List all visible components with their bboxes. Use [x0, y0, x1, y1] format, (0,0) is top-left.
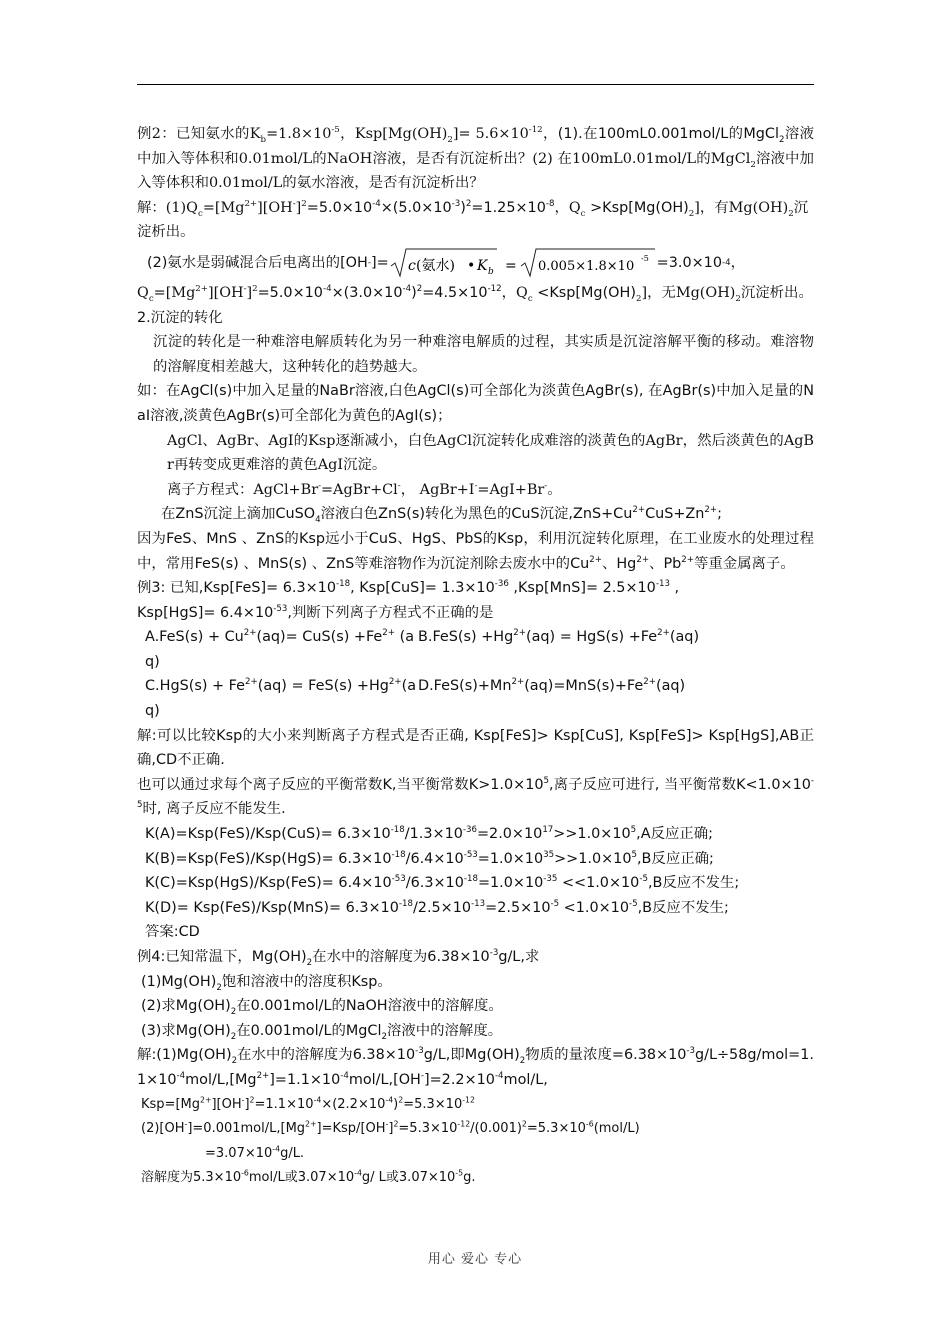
formula-exp: -5 [640, 253, 649, 263]
example-3-solution: 解:可以比较Ksp的大小来判断离子方程式是否正确, Ksp[FeS]> Ksp[CuS], Ksp[FeS]> Ksp[HgS],AB正确,CD不正确. [137, 727, 814, 769]
example-4-q1: $(1)Mg(OH)_2$饱和溶液中的溶度积Ksp。 [141, 973, 392, 993]
example-4-q2: (2)求$Mg(OH)_2$在0.001mol/L的NaOH溶液中的溶解度。 [141, 998, 503, 1018]
example-4-question: 例4:已知常温下，$Mg(OH)_2$在水中的溶解度为$6.38\times 10^{-3}g/L$,求 [137, 948, 540, 968]
formula-value: 0.005×1.8×10 [537, 258, 634, 274]
formula-nh3: (氨水) [415, 257, 455, 274]
sqrt-formula [389, 246, 657, 280]
section-heading: 2.沉淀的转化 [137, 309, 223, 326]
ionic-equation: 离子方程式：AgCl+Br-=AgBr+Cl-， AgBr+I-=AgI+Br-。 [167, 480, 562, 498]
solution-part-2-result: $Q_c=[Mg^{2+}][OH^-]^2=5.0\times 10^{-4}\times(3.0\times 10^{-4})^2=4.5\times 10^{-12}$，$Q_c <Ksp[Mg(OH)_2]$，无$Mg(OH)_2$沉淀析出。 [137, 284, 813, 304]
answer: 答案:CD [145, 924, 200, 941]
paragraph-conversion: 沉淀的转化是一种难溶电解质转化为另一种难溶电解质的过程，其实质是沉淀溶解平衡的移动。难溶物的溶解度相差越大，这种转化的趋势越大。 [153, 334, 814, 375]
example-4-solution-2: $(2)[OH^-]=0.001mol/L,[Mg^{2+}]=Ksp/[OH^-]^2=5.3\times 10^{-12}/(0.001)^2=5.3\times 10^{-6}(mol/L)$ [141, 1119, 640, 1137]
page-footer: 用心 爱心 专心 [427, 1252, 523, 1267]
option-a: $A.FeS(s) + Cu^{2+}(aq)= CuS(s) +Fe^{2+}$ (aq) [145, 628, 415, 670]
formula-dot: • [466, 257, 475, 274]
option-b: $B.FeS(s) +Hg^{2+}(aq) = HgS(s) +Fe^{2+}(aq)$ [418, 628, 700, 646]
example-4-q3: (3)求$Mg(OH)_2$在0.001mol/L的MgCl$_2$溶液中的溶解度。 [141, 1022, 503, 1042]
paragraph-example-agcl: 如：在AgCl(s)中加入足量的NaBr溶液,白色AgCl(s)可全部化为淡黄色AgBr(s), 在AgBr(s)中加入足量的NaI溶液,淡黄色AgBr(s)可全部化为黄色的AgI(s)； [137, 383, 814, 424]
options-cd [137, 674, 814, 723]
formula-eq: = [504, 257, 517, 274]
option-d: $D.FeS(s)+Mn^{2+}(aq)=MnS(s)+Fe^{2+}(aq)$ [418, 677, 686, 695]
example-3-ksp-2: $Ksp[HgS]= 6.4\times 10^{-53}$,判断下列离子方程式不正确的是 [137, 603, 494, 621]
k-value-c: $K(C)=Ksp(HgS)/Ksp(FeS)= 6.4\times 10^{-53}/6.3\times 10^{-18}=1.0\times 10^{-35} <<1.0\times 10^{-5},B$反应不发生; [145, 874, 740, 892]
example-4-solution-1: 解$:(1)Mg(OH)_2$在水中的溶解度为$6.38\times 10^{-3}g/L$,即$Mg(OH)_2$物质的量浓度$=6.38\times 10^{-3}g/L\div 58g/mol=1.1\times 10^{-4}mol/L,[Mg^{2+}]=1.1\times 10^{-4}mol/L,[OH^-]=2.2\times 10^{-4}mol/L$, [137, 1046, 814, 1088]
k-value-d: $K(D)= Ksp(FeS)/Ksp(MnS)= 6.3\times 10^{-18}/2.5\times 10^{-13}=2.5\times 10^{-5} <1.0\times 10^{-5},B$反应不发生; [145, 899, 729, 916]
example-4-solution-2b: $=3.07\times 10^{-4}g/L$. [205, 1144, 305, 1161]
formula-b: b [487, 266, 494, 277]
k-value-a: $K(A)=Ksp(FeS)/Ksp(CuS)= 6.3\times 10^{-18}/1.3\times 10^{-36}=2.0\times 10^{17}>>1.0\times 10^5,A$反应正确; [145, 825, 714, 843]
paragraph-wastewater: 因为FeS、MnS 、ZnS的Ksp远小于CuS、HgS、PbS的Ksp，利用沉淀转化原理，在工业废水的处理过程中，常用FeS(s) 、MnS(s) 、ZnS等难溶物作为沉淀剂除去废水中的$Cu^{2+}$、$Hg^{2+}$、$Pb^{2+}$等重金属离子。 [137, 530, 814, 572]
option-c: $C.HgS(s) + Fe^{2+}(aq) = FeS(s) +Hg^{2+}(aq)$ [145, 677, 417, 720]
example-2-question: 例2：已知氨水的$K_b=1.8\times 10^{-5}$，$Ksp[Mg(OH)_2]= 5.6\times 10^{-12}$，(1).在100mL0.001mol/L的MgCl$_2$溶液中加入等体积和0.01mol/L的NaOH溶液，是否有沉淀析出？(2) 在100mL0.01mol/L的MgCl$_2$溶液中加入等体积和0.01mol/L的氨水溶液，是否有沉淀析出？ [137, 125, 814, 192]
options-ab [137, 625, 814, 674]
paragraph-zns: 在ZnS沉淀上滴加CuSO$_4$溶液白色ZnS(s)转化为黑色的CuS沉淀$,ZnS+Cu^{2+}CuS+Zn^{2+}$; [161, 505, 722, 526]
header-rule [137, 84, 814, 85]
example-3-ksp-1: 例3: 已知$,Ksp[FeS]= 6.3\times 10^{-18}$, $Ksp[CuS]= 1.3\times 10^{-36}$ $,Ksp[MnS]= 2.5\times 10^{-13}$ , [137, 579, 680, 597]
paragraph-ksp-order: AgCl、AgBr、AgI的Ksp逐渐减小，白色AgCl沉淀转化成难溶的淡黄色的AgBr，然后淡黄色的AgBr再转变成更难溶的黄色AgI沉淀。 [167, 432, 814, 474]
example-3-equilibrium-note: 也可以通过求每个离子反应的平衡常数K,当平衡常数$K>1.0\times 10^5$,离子反应可进行, 当平衡常数$K<1.0\times 10^{-5}$时, 离子反应不能发生. [137, 776, 814, 818]
solution-part-1: 解：$(1)Q_c=[Mg^{2+}][OH^-]^2=5.0\times 10^{-4}\times(5.0\times 10^{-3})^2=1.25\times 10^{-8}$，$Q_c >Ksp[Mg(OH)_2]$，有$Mg(OH)_2$沉淀析出。 [137, 198, 809, 241]
k-value-b: $K(B)=Ksp(FeS)/Ksp(HgS)= 6.3\times 10^{-18}/6.4\times 10^{-53}=1.0\times 10^{35}>>1.0\times 10^5,B$反应正确; [145, 849, 714, 867]
example-4-solubility: 溶解度为$5.3\times 10^{-6}mol/L$或$3.07\times 10^{-4}g/$ L或$3.07\times 10^{-5}g$. [141, 1169, 476, 1186]
example-4-ksp: $Ksp=[Mg^{2+}][OH^-]^2=1.1\times 10^{-4}\times(2.2\times 10^{-4})^2=5.3\times 10^{-12}$ [141, 1095, 475, 1112]
document-body [137, 122, 814, 1191]
solution-part-2-formula: (2)氨水是弱碱混合后电离出的[OH - ]= c (氨水) • K b = 0.005×1.8×10 -5 =3.0×10 -4 ， [137, 245, 814, 281]
formula-c: c [407, 257, 416, 274]
formula-k: K [476, 257, 488, 274]
